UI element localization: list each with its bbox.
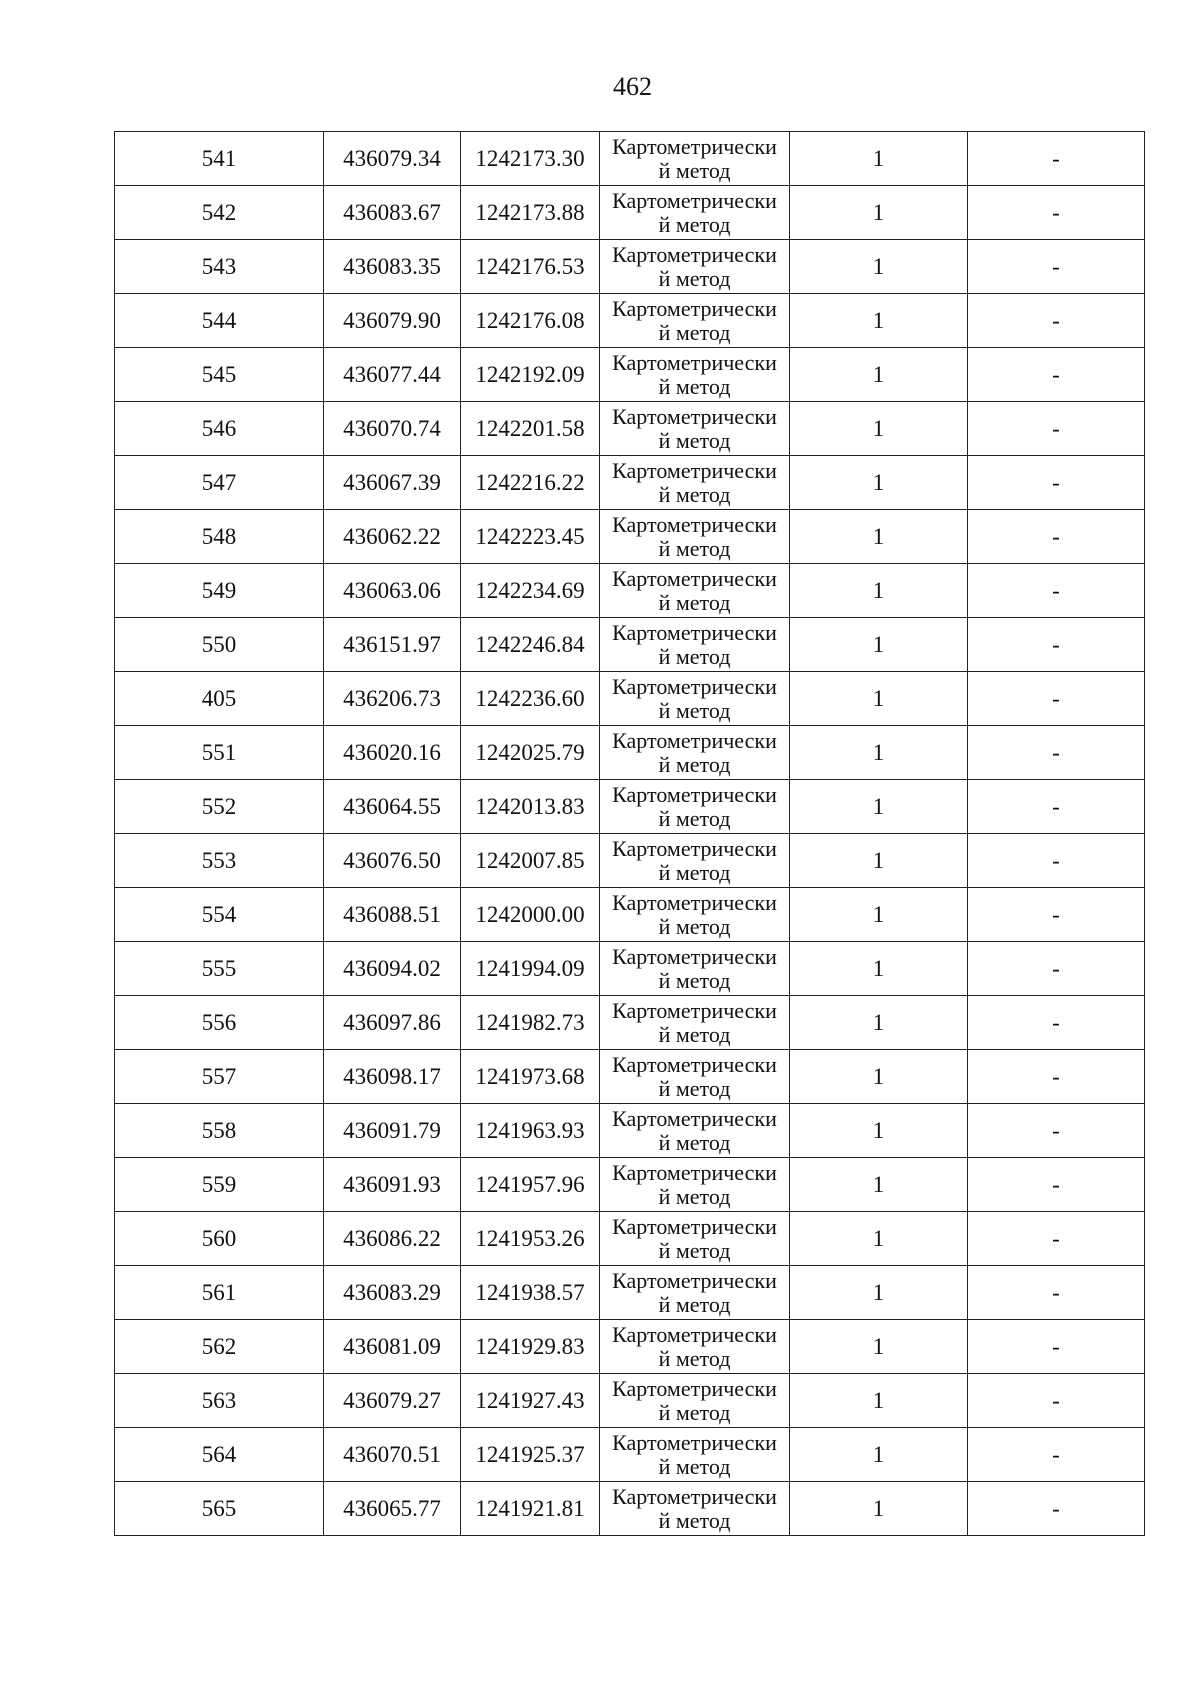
method-text-line1: Картометрически: [612, 1376, 777, 1401]
note-cell: -: [968, 672, 1145, 726]
point-number-cell: 543: [115, 240, 324, 294]
accuracy-cell: 1: [790, 456, 968, 510]
accuracy-cell: 1: [790, 834, 968, 888]
accuracy-cell: 1: [790, 402, 968, 456]
method-text-line2: й метод: [658, 752, 731, 777]
method-cell: [600, 1212, 790, 1266]
y-coordinate-cell: 1242201.58: [461, 402, 600, 456]
coordinates-table: [114, 131, 1145, 1536]
method-text-line1: Картометрически: [612, 620, 777, 645]
accuracy-cell: 1: [790, 1428, 968, 1482]
method-cell: [600, 132, 790, 186]
x-coordinate-cell: 436070.74: [324, 402, 461, 456]
table-row: [115, 1212, 1145, 1266]
x-coordinate-cell: 436081.09: [324, 1320, 461, 1374]
table-row: [115, 618, 1145, 672]
table-row: [115, 942, 1145, 996]
point-number-cell: 554: [115, 888, 324, 942]
x-coordinate-cell: 436063.06: [324, 564, 461, 618]
table-row: [115, 672, 1145, 726]
x-coordinate-cell: 436094.02: [324, 942, 461, 996]
method-text-line1: Картометрически: [612, 890, 777, 915]
method-text-line1: Картометрически: [612, 296, 777, 321]
point-number-cell: 561: [115, 1266, 324, 1320]
method-text-line1: Картометрически: [612, 1484, 777, 1509]
method-text-line1: Картометрически: [612, 674, 777, 699]
y-coordinate-cell: 1241973.68: [461, 1050, 600, 1104]
point-number-cell: 557: [115, 1050, 324, 1104]
table-row: [115, 834, 1145, 888]
method-text-line1: Картометрически: [612, 242, 777, 267]
x-coordinate-cell: 436076.50: [324, 834, 461, 888]
x-coordinate-cell: 436079.27: [324, 1374, 461, 1428]
note-cell: -: [968, 834, 1145, 888]
method-cell: [600, 1050, 790, 1104]
method-text-line2: й метод: [658, 1022, 731, 1047]
note-cell: -: [968, 348, 1145, 402]
note-cell: -: [968, 132, 1145, 186]
x-coordinate-cell: 436077.44: [324, 348, 461, 402]
method-text-line1: Картометрически: [612, 1430, 777, 1455]
y-coordinate-cell: 1241921.81: [461, 1482, 600, 1536]
note-cell: -: [968, 510, 1145, 564]
method-text-line1: Картометрически: [612, 944, 777, 969]
accuracy-cell: 1: [790, 726, 968, 780]
table-row: [115, 348, 1145, 402]
method-text-line1: Картометрически: [612, 458, 777, 483]
accuracy-cell: 1: [790, 132, 968, 186]
table-row: [115, 1158, 1145, 1212]
x-coordinate-cell: 436088.51: [324, 888, 461, 942]
y-coordinate-cell: 1242007.85: [461, 834, 600, 888]
point-number-cell: 547: [115, 456, 324, 510]
table-row: [115, 132, 1145, 186]
method-text-line2: й метод: [658, 374, 731, 399]
y-coordinate-cell: 1241929.83: [461, 1320, 600, 1374]
y-coordinate-cell: 1242000.00: [461, 888, 600, 942]
y-coordinate-cell: 1241994.09: [461, 942, 600, 996]
point-number-cell: 541: [115, 132, 324, 186]
note-cell: -: [968, 888, 1145, 942]
method-cell: [600, 726, 790, 780]
x-coordinate-cell: 436091.93: [324, 1158, 461, 1212]
note-cell: -: [968, 1320, 1145, 1374]
y-coordinate-cell: 1241963.93: [461, 1104, 600, 1158]
table-row: [115, 294, 1145, 348]
x-coordinate-cell: 436083.67: [324, 186, 461, 240]
method-text-line2: й метод: [658, 860, 731, 885]
method-text-line2: й метод: [658, 212, 731, 237]
accuracy-cell: 1: [790, 1050, 968, 1104]
y-coordinate-cell: 1242216.22: [461, 456, 600, 510]
method-text-line2: й метод: [658, 590, 731, 615]
y-coordinate-cell: 1241982.73: [461, 996, 600, 1050]
accuracy-cell: 1: [790, 996, 968, 1050]
point-number-cell: 565: [115, 1482, 324, 1536]
method-text-line1: Картометрически: [612, 350, 777, 375]
coordinates-table-body: [115, 132, 1145, 1536]
point-number-cell: 558: [115, 1104, 324, 1158]
method-text-line1: Картометрически: [612, 1268, 777, 1293]
accuracy-cell: 1: [790, 348, 968, 402]
method-text-line2: й метод: [658, 482, 731, 507]
point-number-cell: 562: [115, 1320, 324, 1374]
method-cell: [600, 1104, 790, 1158]
note-cell: -: [968, 1266, 1145, 1320]
point-number-cell: 560: [115, 1212, 324, 1266]
note-cell: -: [968, 402, 1145, 456]
x-coordinate-cell: 436062.22: [324, 510, 461, 564]
x-coordinate-cell: 436083.35: [324, 240, 461, 294]
method-text-line2: й метод: [658, 1130, 731, 1155]
y-coordinate-cell: 1242236.60: [461, 672, 600, 726]
accuracy-cell: 1: [790, 888, 968, 942]
method-text-line2: й метод: [658, 1184, 731, 1209]
method-cell: [600, 672, 790, 726]
method-text-line2: й метод: [658, 806, 731, 831]
method-text-line2: й метод: [658, 698, 731, 723]
method-text-line1: Картометрически: [612, 998, 777, 1023]
x-coordinate-cell: 436086.22: [324, 1212, 461, 1266]
table-row: [115, 888, 1145, 942]
method-cell: [600, 186, 790, 240]
method-text-line2: й метод: [658, 428, 731, 453]
point-number-cell: 564: [115, 1428, 324, 1482]
y-coordinate-cell: 1242025.79: [461, 726, 600, 780]
x-coordinate-cell: 436083.29: [324, 1266, 461, 1320]
accuracy-cell: 1: [790, 294, 968, 348]
x-coordinate-cell: 436098.17: [324, 1050, 461, 1104]
table-row: [115, 1104, 1145, 1158]
method-cell: [600, 1266, 790, 1320]
note-cell: -: [968, 1050, 1145, 1104]
method-text-line2: й метод: [658, 536, 731, 561]
note-cell: -: [968, 564, 1145, 618]
method-text-line1: Картометрически: [612, 134, 777, 159]
point-number-cell: 549: [115, 564, 324, 618]
table-row: [115, 402, 1145, 456]
note-cell: -: [968, 726, 1145, 780]
x-coordinate-cell: 436206.73: [324, 672, 461, 726]
accuracy-cell: 1: [790, 1266, 968, 1320]
method-text-line2: й метод: [658, 1292, 731, 1317]
accuracy-cell: 1: [790, 510, 968, 564]
method-text-line1: Картометрически: [612, 1322, 777, 1347]
note-cell: -: [968, 186, 1145, 240]
accuracy-cell: 1: [790, 942, 968, 996]
table-row: [115, 1050, 1145, 1104]
method-text-line1: Картометрически: [612, 566, 777, 591]
method-cell: [600, 564, 790, 618]
table-row: [115, 564, 1145, 618]
method-text-line2: й метод: [658, 914, 731, 939]
y-coordinate-cell: 1242192.09: [461, 348, 600, 402]
method-text-line2: й метод: [658, 266, 731, 291]
method-cell: [600, 456, 790, 510]
y-coordinate-cell: 1241957.96: [461, 1158, 600, 1212]
note-cell: -: [968, 1212, 1145, 1266]
method-text-line2: й метод: [658, 1346, 731, 1371]
point-number-cell: 555: [115, 942, 324, 996]
x-coordinate-cell: 436091.79: [324, 1104, 461, 1158]
method-cell: [600, 1428, 790, 1482]
note-cell: -: [968, 780, 1145, 834]
table-row: [115, 240, 1145, 294]
method-cell: [600, 294, 790, 348]
y-coordinate-cell: 1242013.83: [461, 780, 600, 834]
point-number-cell: 551: [115, 726, 324, 780]
accuracy-cell: 1: [790, 1482, 968, 1536]
x-coordinate-cell: 436064.55: [324, 780, 461, 834]
method-text-line2: й метод: [658, 968, 731, 993]
y-coordinate-cell: 1242223.45: [461, 510, 600, 564]
point-number-cell: 563: [115, 1374, 324, 1428]
page-number: 462: [613, 72, 652, 101]
accuracy-cell: 1: [790, 618, 968, 672]
table-row: [115, 726, 1145, 780]
y-coordinate-cell: 1241927.43: [461, 1374, 600, 1428]
point-number-cell: 545: [115, 348, 324, 402]
method-text-line1: Картометрически: [612, 512, 777, 537]
accuracy-cell: 1: [790, 564, 968, 618]
table-row: [115, 1428, 1145, 1482]
accuracy-cell: 1: [790, 780, 968, 834]
y-coordinate-cell: 1242246.84: [461, 618, 600, 672]
accuracy-cell: 1: [790, 1158, 968, 1212]
note-cell: -: [968, 1158, 1145, 1212]
y-coordinate-cell: 1241938.57: [461, 1266, 600, 1320]
method-text-line2: й метод: [658, 1238, 731, 1263]
table-row: [115, 780, 1145, 834]
method-cell: [600, 834, 790, 888]
method-text-line2: й метод: [658, 1454, 731, 1479]
method-text-line1: Картометрически: [612, 782, 777, 807]
y-coordinate-cell: 1241953.26: [461, 1212, 600, 1266]
method-cell: [600, 1158, 790, 1212]
note-cell: -: [968, 294, 1145, 348]
method-text-line2: й метод: [658, 644, 731, 669]
accuracy-cell: 1: [790, 1320, 968, 1374]
x-coordinate-cell: 436079.90: [324, 294, 461, 348]
note-cell: -: [968, 996, 1145, 1050]
table-row: [115, 456, 1145, 510]
accuracy-cell: 1: [790, 672, 968, 726]
method-text-line2: й метод: [658, 158, 731, 183]
method-cell: [600, 1374, 790, 1428]
y-coordinate-cell: 1241925.37: [461, 1428, 600, 1482]
accuracy-cell: 1: [790, 1212, 968, 1266]
y-coordinate-cell: 1242173.30: [461, 132, 600, 186]
x-coordinate-cell: 436020.16: [324, 726, 461, 780]
method-text-line1: Картометрически: [612, 1214, 777, 1239]
point-number-cell: 546: [115, 402, 324, 456]
point-number-cell: 553: [115, 834, 324, 888]
method-text-line1: Картометрически: [612, 728, 777, 753]
x-coordinate-cell: 436079.34: [324, 132, 461, 186]
method-text-line2: й метод: [658, 1076, 731, 1101]
note-cell: -: [968, 1374, 1145, 1428]
method-text-line1: Картометрически: [612, 404, 777, 429]
point-number-cell: 556: [115, 996, 324, 1050]
method-cell: [600, 240, 790, 294]
point-number-cell: 550: [115, 618, 324, 672]
note-cell: -: [968, 618, 1145, 672]
x-coordinate-cell: 436067.39: [324, 456, 461, 510]
x-coordinate-cell: 436151.97: [324, 618, 461, 672]
table-row: [115, 1374, 1145, 1428]
method-cell: [600, 618, 790, 672]
point-number-cell: 544: [115, 294, 324, 348]
method-cell: [600, 780, 790, 834]
method-cell: [600, 510, 790, 564]
x-coordinate-cell: 436097.86: [324, 996, 461, 1050]
note-cell: -: [968, 1482, 1145, 1536]
y-coordinate-cell: 1242173.88: [461, 186, 600, 240]
accuracy-cell: 1: [790, 1104, 968, 1158]
method-text-line1: Картометрически: [612, 1160, 777, 1185]
method-cell: [600, 942, 790, 996]
y-coordinate-cell: 1242176.08: [461, 294, 600, 348]
method-cell: [600, 996, 790, 1050]
method-text-line1: Картометрически: [612, 1052, 777, 1077]
accuracy-cell: 1: [790, 1374, 968, 1428]
method-cell: [600, 402, 790, 456]
method-text-line1: Картометрически: [612, 836, 777, 861]
note-cell: -: [968, 1104, 1145, 1158]
point-number-cell: 552: [115, 780, 324, 834]
method-text-line2: й метод: [658, 320, 731, 345]
method-text-line1: Картометрически: [612, 1106, 777, 1131]
x-coordinate-cell: 436065.77: [324, 1482, 461, 1536]
method-text-line2: й метод: [658, 1508, 731, 1533]
note-cell: -: [968, 240, 1145, 294]
method-text-line2: й метод: [658, 1400, 731, 1425]
table-row: [115, 1320, 1145, 1374]
note-cell: -: [968, 942, 1145, 996]
method-cell: [600, 1482, 790, 1536]
accuracy-cell: 1: [790, 186, 968, 240]
method-cell: [600, 1320, 790, 1374]
method-text-line1: Картометрически: [612, 188, 777, 213]
table-row: [115, 1482, 1145, 1536]
y-coordinate-cell: 1242176.53: [461, 240, 600, 294]
table-row: [115, 996, 1145, 1050]
table-row: [115, 510, 1145, 564]
accuracy-cell: 1: [790, 240, 968, 294]
y-coordinate-cell: 1242234.69: [461, 564, 600, 618]
x-coordinate-cell: 436070.51: [324, 1428, 461, 1482]
point-number-cell: 548: [115, 510, 324, 564]
point-number-cell: 559: [115, 1158, 324, 1212]
point-number-cell: 542: [115, 186, 324, 240]
note-cell: -: [968, 1428, 1145, 1482]
method-cell: [600, 888, 790, 942]
method-cell: [600, 348, 790, 402]
point-number-cell: 405: [115, 672, 324, 726]
note-cell: -: [968, 456, 1145, 510]
table-row: [115, 1266, 1145, 1320]
table-row: [115, 186, 1145, 240]
